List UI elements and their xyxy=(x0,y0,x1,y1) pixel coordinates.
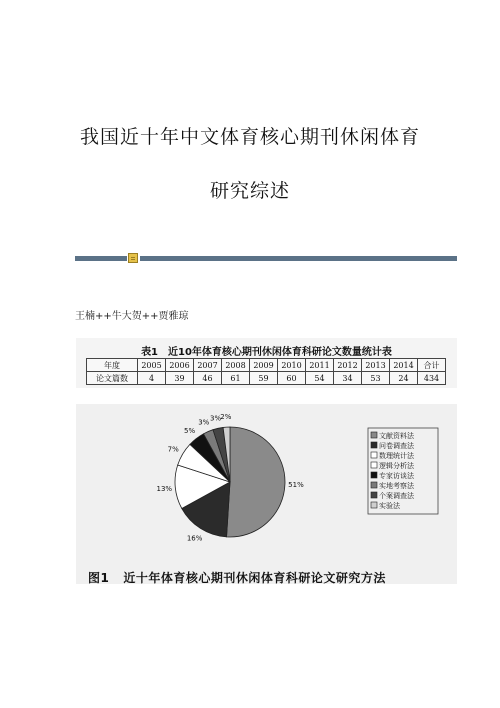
pie-value-label: 3% xyxy=(198,418,210,427)
table1-year-cell: 2010 xyxy=(278,359,306,372)
pie-value-label: 13% xyxy=(156,485,173,494)
table1-year-cell: 2012 xyxy=(334,359,362,372)
table1-year-cell: 2013 xyxy=(362,359,390,372)
pie-value-label: 51% xyxy=(288,481,304,490)
table1-count-row xyxy=(87,372,446,385)
pie-value-label: 5% xyxy=(183,426,196,435)
legend-swatch xyxy=(371,462,377,468)
figure1-label: 图1 xyxy=(88,571,110,584)
legend-label: 实地考察法 xyxy=(379,482,414,490)
legend-swatch xyxy=(371,452,377,458)
legend-label: 个案调查法 xyxy=(379,492,414,500)
legend-swatch xyxy=(371,442,377,448)
divider-right xyxy=(140,256,457,261)
table1-year-cell: 2009 xyxy=(250,359,278,372)
table1-count-cell: 54 xyxy=(306,372,334,385)
pie-value-label: 2% xyxy=(220,413,232,422)
table1-count-cell: 24 xyxy=(390,372,418,385)
divider-book-icon xyxy=(128,253,138,263)
figure1-caption-text: 近十年体育核心期刊休闲体育科研论文研究方法 xyxy=(123,571,386,584)
legend-swatch xyxy=(371,432,377,438)
legend-label: 专家访谈法 xyxy=(379,472,414,480)
legend-swatch xyxy=(371,472,377,478)
legend-swatch xyxy=(371,502,377,508)
table1-count-cell: 60 xyxy=(278,372,306,385)
table1-count-cell: 46 xyxy=(194,372,222,385)
legend-label: 逻辑分析法 xyxy=(379,462,414,470)
pie-value-label: 3% xyxy=(210,414,222,423)
legend-label: 问卷调查法 xyxy=(379,442,414,450)
authors: 王楠++牛大贺++贾雅琼 xyxy=(75,311,189,322)
table1-count-cell: 61 xyxy=(222,372,250,385)
legend-label: 数理统计法 xyxy=(379,452,414,460)
pie-chart xyxy=(76,404,457,564)
pie-slice-1 xyxy=(227,427,285,537)
table1-year-cell: 2011 xyxy=(306,359,334,372)
table1-count-cell: 4 xyxy=(138,372,166,385)
table1-count-cell: 39 xyxy=(166,372,194,385)
table1-image xyxy=(76,338,457,388)
pie-value-label: 7% xyxy=(167,445,179,454)
table1-count-cell: 59 xyxy=(250,372,278,385)
table1-year-cell: 2006 xyxy=(166,359,194,372)
figure1-caption xyxy=(88,569,400,584)
legend-swatch xyxy=(371,482,377,488)
divider-left xyxy=(75,256,127,261)
table1-count-cell: 34 xyxy=(334,372,362,385)
table1-year-cell: 2005 xyxy=(138,359,166,372)
table1-count-cell: 434 xyxy=(418,372,446,385)
legend-label: 实验法 xyxy=(379,502,400,510)
table1-row-label: 论文篇数 xyxy=(87,372,138,385)
table1-header-label: 年度 xyxy=(87,359,138,372)
table1 xyxy=(86,358,446,385)
document-title-line1: 我国近十年中文体育核心期刊休闲体育 xyxy=(79,126,420,148)
table1-count-cell: 53 xyxy=(362,372,390,385)
table1-header-row xyxy=(87,359,446,372)
document-title-line2: 研究综述 xyxy=(209,180,290,202)
figure1-image xyxy=(76,404,457,584)
legend-label: 文献资料法 xyxy=(379,432,414,440)
legend-swatch xyxy=(371,492,377,498)
pie-value-label: 16% xyxy=(186,534,203,543)
table1-year-cell: 2014 xyxy=(390,359,418,372)
table1-caption: 表1 近10年体育核心期刊休闲体育科研论文数量统计表 xyxy=(141,347,392,358)
table1-year-cell: 2008 xyxy=(222,359,250,372)
table1-year-cell: 2007 xyxy=(194,359,222,372)
table1-year-cell: 合计 xyxy=(418,359,446,372)
